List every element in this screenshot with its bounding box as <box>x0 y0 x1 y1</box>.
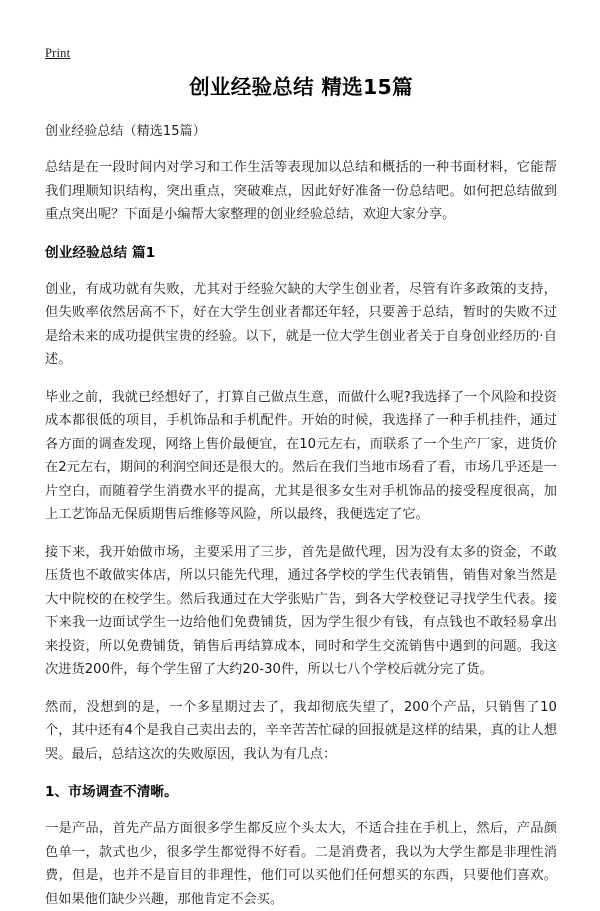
intro-paragraph: 总结是在一段时间内对学习和工作生活等表现加以总结和概括的一种书面材料，它能帮我们理顺知识结构，突出重点，突破难点，因此好好准备一份总结吧。如何把总结做到重点突出呢？下面是小编帮大家整理的创业经验总结，欢迎大家分享。 <box>45 160 557 222</box>
body-paragraph-3: 接下来，我开始做市场，主要采用了三步，首先是做代理，因为没有太多的资金，不敢压货也不敢做实体店，所以只能先代理，通过各学校的学生代表销售，销售对象当然是大中院校的在校学生。然后我通过在大学张贴广告，到各大学校登记寻找学生代表。接下来我一边面试学生一边给他们免费铺货，因为学生很少有钱，有点钱也不敢轻易拿出来投资，所以免费铺货，销售后再结算成本，同时和学生交流销售中遇到的问题。我这次进货200件，每个学生留了大约20-30件，所以七八个学校后就分完了货。 <box>45 544 557 677</box>
body-paragraph-1: 创业，有成功就有失败，尤其对于经验欠缺的大学生创业者，尽管有许多政策的支持，但失败率依然居高不下，好在大学生创业者都还年轻，只要善于总结，暂时的失败不过是给未来的成功提供宝贵的经验。以下，就是一位大学生创业者关于自身创业经历的·自述。 <box>45 281 557 367</box>
document-content <box>45 72 557 911</box>
page-title: 创业经验总结 精选15篇 <box>189 75 413 99</box>
body-paragraph-2: 毕业之前，我就已经想好了，打算自己做点生意，而做什么呢?我选择了一个风险和投资成本都很低的项目，手机饰品和手机配件。开始的时候，我选择了一种手机挂件，通过各方面的调查发现，网络上售价最便宜，在10元左右，而联系了一个生产厂家，进货价在2元左右，期间的利润空间还是很大的。然后在我们当地市场看了看，市场几乎还是一片空白，而随着学生消费水平的提高，尤其是很多女生对手机饰品的接受程度很高，加上工艺饰品无保质期售后维修等风险，所以最终，我便选定了它。 <box>45 389 557 522</box>
document-subtitle: 创业经验总结（精选15篇） <box>45 124 206 139</box>
section-heading-1: 创业经验总结 篇1 <box>45 244 156 261</box>
numbered-heading-1: 1、市场调查不清晰。 <box>45 784 178 800</box>
body-paragraph-4: 然而，没想到的是，一个多星期过去了，我却彻底失望了，200个产品，只销售了10个，其中还有4个是我自己卖出去的，辛辛苦苦忙碌的回报就是这样的结果，真的让人想哭。最后，总结这次的失败原因，我认为有几点： <box>45 699 557 762</box>
numbered-body-1: 一是产品，首先产品方面很多学生都反应个头太大，不适合挂在手机上，然后，产品颜色单一，款式也少，很多学生都觉得不好看。二是消费者，我以为大学生都是非理性消费，但是，也并不是盲目的非理性，他们可以买他们任何想买的东西，只要他们喜欢。但如果他们缺少兴趣，那他肯定不会买。 <box>45 821 557 907</box>
print-link[interactable]: Print <box>45 46 71 60</box>
